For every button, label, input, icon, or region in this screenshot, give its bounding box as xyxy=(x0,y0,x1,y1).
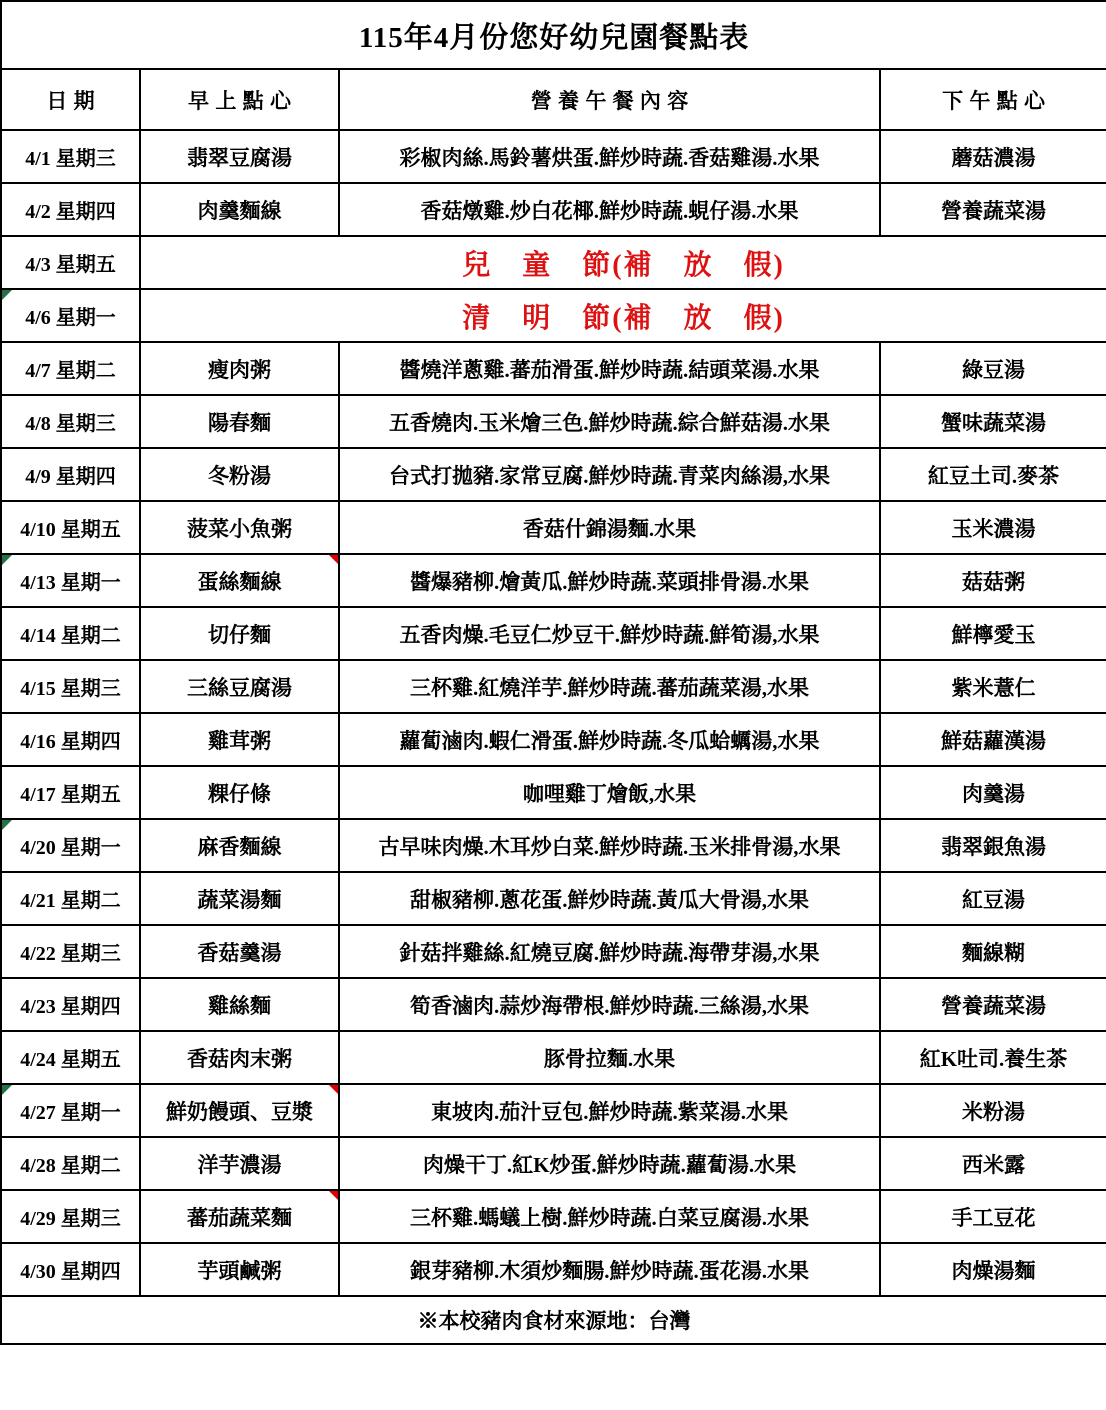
lunch-cell: 筍香滷肉.蒜炒海帶根.鮮炒時蔬.三絲湯,水果 xyxy=(339,978,880,1031)
afternoon-snack-cell: 翡翠銀魚湯 xyxy=(880,819,1106,872)
date-cell: 4/10 星期五 xyxy=(1,501,140,554)
comment-marker-green-icon xyxy=(2,290,12,300)
table-row xyxy=(1,501,1106,554)
afternoon-snack-cell: 手工豆花 xyxy=(880,1190,1106,1243)
afternoon-snack-cell: 紫米薏仁 xyxy=(880,660,1106,713)
footer-note: ※本校豬肉食材來源地：台灣 xyxy=(1,1296,1106,1344)
lunch-cell: 針菇拌雞絲.紅燒豆腐.鮮炒時蔬.海帶芽湯,水果 xyxy=(339,925,880,978)
date-cell: 4/27 星期一 xyxy=(1,1084,140,1137)
table-row xyxy=(1,183,1106,236)
date-cell: 4/20 星期一 xyxy=(1,819,140,872)
date-cell: 4/21 星期二 xyxy=(1,872,140,925)
date-cell: 4/3 星期五 xyxy=(1,236,140,289)
afternoon-snack-cell: 綠豆湯 xyxy=(880,342,1106,395)
afternoon-snack-cell: 營養蔬菜湯 xyxy=(880,978,1106,1031)
lunch-cell: 甜椒豬柳.蔥花蛋.鮮炒時蔬.黃瓜大骨湯,水果 xyxy=(339,872,880,925)
morning-snack-cell: 雞絲麵 xyxy=(140,978,339,1031)
lunch-cell: 醬燒洋蔥雞.蕃茄滑蛋.鮮炒時蔬.結頭菜湯.水果 xyxy=(339,342,880,395)
date-cell: 4/9 星期四 xyxy=(1,448,140,501)
comment-marker-red-icon xyxy=(329,1191,338,1200)
table-row xyxy=(1,130,1106,183)
lunch-cell: 五香肉燥.毛豆仁炒豆干.鮮炒時蔬.鮮筍湯,水果 xyxy=(339,607,880,660)
afternoon-snack-cell: 蘑菇濃湯 xyxy=(880,130,1106,183)
table-row xyxy=(1,978,1106,1031)
morning-snack-cell: 香菇羹湯 xyxy=(140,925,339,978)
morning-snack-cell: 蛋絲麵線 xyxy=(140,554,339,607)
footer-row xyxy=(1,1296,1106,1344)
table-row xyxy=(1,448,1106,501)
table-row xyxy=(1,1243,1106,1296)
date-cell: 4/28 星期二 xyxy=(1,1137,140,1190)
date-cell: 4/24 星期五 xyxy=(1,1031,140,1084)
table-row xyxy=(1,607,1106,660)
date-cell: 4/7 星期二 xyxy=(1,342,140,395)
morning-snack-cell: 陽春麵 xyxy=(140,395,339,448)
comment-marker-green-icon xyxy=(2,1085,12,1095)
table-row xyxy=(1,713,1106,766)
afternoon-snack-cell: 紅豆湯 xyxy=(880,872,1106,925)
lunch-cell: 五香燒肉.玉米燴三色.鮮炒時蔬.綜合鮮菇湯.水果 xyxy=(339,395,880,448)
morning-snack-cell: 蕃茄蔬菜麵 xyxy=(140,1190,339,1243)
morning-snack-cell: 雞茸粥 xyxy=(140,713,339,766)
morning-snack-cell: 冬粉湯 xyxy=(140,448,339,501)
morning-snack-cell: 鮮奶饅頭、豆漿 xyxy=(140,1084,339,1137)
date-cell: 4/16 星期四 xyxy=(1,713,140,766)
afternoon-snack-cell: 麵線糊 xyxy=(880,925,1106,978)
column-header-lunch: 營養午餐內容 xyxy=(339,69,880,130)
holiday-cell: 兒 童 節(補 放 假) xyxy=(140,236,1106,289)
afternoon-snack-cell: 肉羹湯 xyxy=(880,766,1106,819)
lunch-cell: 醬爆豬柳.燴黃瓜.鮮炒時蔬.菜頭排骨湯.水果 xyxy=(339,554,880,607)
table-row xyxy=(1,342,1106,395)
afternoon-snack-cell: 營養蔬菜湯 xyxy=(880,183,1106,236)
table-row xyxy=(1,395,1106,448)
lunch-cell: 台式打拋豬.家常豆腐.鮮炒時蔬.青菜肉絲湯,水果 xyxy=(339,448,880,501)
table-row xyxy=(1,289,1106,342)
lunch-cell: 彩椒肉絲.馬鈴薯烘蛋.鮮炒時蔬.香菇雞湯.水果 xyxy=(339,130,880,183)
table-row xyxy=(1,554,1106,607)
column-header-date: 日期 xyxy=(1,69,140,130)
date-cell: 4/23 星期四 xyxy=(1,978,140,1031)
morning-snack-cell: 瘦肉粥 xyxy=(140,342,339,395)
afternoon-snack-cell: 鮮檸愛玉 xyxy=(880,607,1106,660)
table-row xyxy=(1,1190,1106,1243)
table-row xyxy=(1,872,1106,925)
date-cell: 4/8 星期三 xyxy=(1,395,140,448)
date-cell: 4/30 星期四 xyxy=(1,1243,140,1296)
table-row xyxy=(1,1031,1106,1084)
comment-marker-green-icon xyxy=(2,555,12,565)
date-cell: 4/29 星期三 xyxy=(1,1190,140,1243)
morning-snack-cell: 芋頭鹹粥 xyxy=(140,1243,339,1296)
morning-snack-cell: 翡翠豆腐湯 xyxy=(140,130,339,183)
morning-snack-cell: 蔬菜湯麵 xyxy=(140,872,339,925)
afternoon-snack-cell: 鮮菇蘿漢湯 xyxy=(880,713,1106,766)
lunch-cell: 香菇什錦湯麵.水果 xyxy=(339,501,880,554)
morning-snack-cell: 三絲豆腐湯 xyxy=(140,660,339,713)
table-row xyxy=(1,766,1106,819)
afternoon-snack-cell: 紅K吐司.養生茶 xyxy=(880,1031,1106,1084)
table-row xyxy=(1,660,1106,713)
page-title: 115年4月份您好幼兒園餐點表 xyxy=(1,1,1106,69)
comment-marker-red-icon xyxy=(329,555,338,564)
lunch-cell: 肉燥干丁.紅K炒蛋.鮮炒時蔬.蘿蔔湯.水果 xyxy=(339,1137,880,1190)
lunch-cell: 三杯雞.螞蟻上樹.鮮炒時蔬.白菜豆腐湯.水果 xyxy=(339,1190,880,1243)
lunch-cell: 咖哩雞丁燴飯,水果 xyxy=(339,766,880,819)
date-cell: 4/6 星期一 xyxy=(1,289,140,342)
lunch-cell: 蘿蔔滷肉.蝦仁滑蛋.鮮炒時蔬.冬瓜蛤蠣湯,水果 xyxy=(339,713,880,766)
header-row xyxy=(1,69,1106,130)
afternoon-snack-cell: 西米露 xyxy=(880,1137,1106,1190)
lunch-cell: 銀芽豬柳.木須炒麵腸.鮮炒時蔬.蛋花湯.水果 xyxy=(339,1243,880,1296)
date-cell: 4/2 星期四 xyxy=(1,183,140,236)
lunch-cell: 豚骨拉麵.水果 xyxy=(339,1031,880,1084)
date-cell: 4/14 星期二 xyxy=(1,607,140,660)
table-row xyxy=(1,819,1106,872)
date-cell: 4/17 星期五 xyxy=(1,766,140,819)
lunch-cell: 古早味肉燥.木耳炒白菜.鮮炒時蔬.玉米排骨湯,水果 xyxy=(339,819,880,872)
column-header-afternoon-snack: 下午點心 xyxy=(880,69,1106,130)
comment-marker-green-icon xyxy=(2,820,12,830)
morning-snack-cell: 肉羹麵線 xyxy=(140,183,339,236)
afternoon-snack-cell: 米粉湯 xyxy=(880,1084,1106,1137)
menu-rows xyxy=(1,130,1106,1296)
morning-snack-cell: 粿仔條 xyxy=(140,766,339,819)
date-cell: 4/13 星期一 xyxy=(1,554,140,607)
table-row xyxy=(1,236,1106,289)
holiday-cell: 清 明 節(補 放 假) xyxy=(140,289,1106,342)
title-row xyxy=(1,1,1106,69)
date-cell: 4/15 星期三 xyxy=(1,660,140,713)
lunch-cell: 三杯雞.紅燒洋芋.鮮炒時蔬.蕃茄蔬菜湯,水果 xyxy=(339,660,880,713)
afternoon-snack-cell: 玉米濃湯 xyxy=(880,501,1106,554)
morning-snack-cell: 菠菜小魚粥 xyxy=(140,501,339,554)
morning-snack-cell: 洋芋濃湯 xyxy=(140,1137,339,1190)
morning-snack-cell: 麻香麵線 xyxy=(140,819,339,872)
afternoon-snack-cell: 紅豆土司.麥茶 xyxy=(880,448,1106,501)
morning-snack-cell: 香菇肉末粥 xyxy=(140,1031,339,1084)
date-cell: 4/22 星期三 xyxy=(1,925,140,978)
afternoon-snack-cell: 菇菇粥 xyxy=(880,554,1106,607)
comment-marker-red-icon xyxy=(329,1085,338,1094)
afternoon-snack-cell: 蟹味蔬菜湯 xyxy=(880,395,1106,448)
lunch-cell: 香菇燉雞.炒白花椰.鮮炒時蔬.蜆仔湯.水果 xyxy=(339,183,880,236)
table-row xyxy=(1,925,1106,978)
lunch-cell: 東坡肉.茄汁豆包.鮮炒時蔬.紫菜湯.水果 xyxy=(339,1084,880,1137)
table-row xyxy=(1,1084,1106,1137)
table-row xyxy=(1,1137,1106,1190)
morning-snack-cell: 切仔麵 xyxy=(140,607,339,660)
date-cell: 4/1 星期三 xyxy=(1,130,140,183)
column-header-morning-snack: 早上點心 xyxy=(140,69,339,130)
afternoon-snack-cell: 肉燥湯麵 xyxy=(880,1243,1106,1296)
